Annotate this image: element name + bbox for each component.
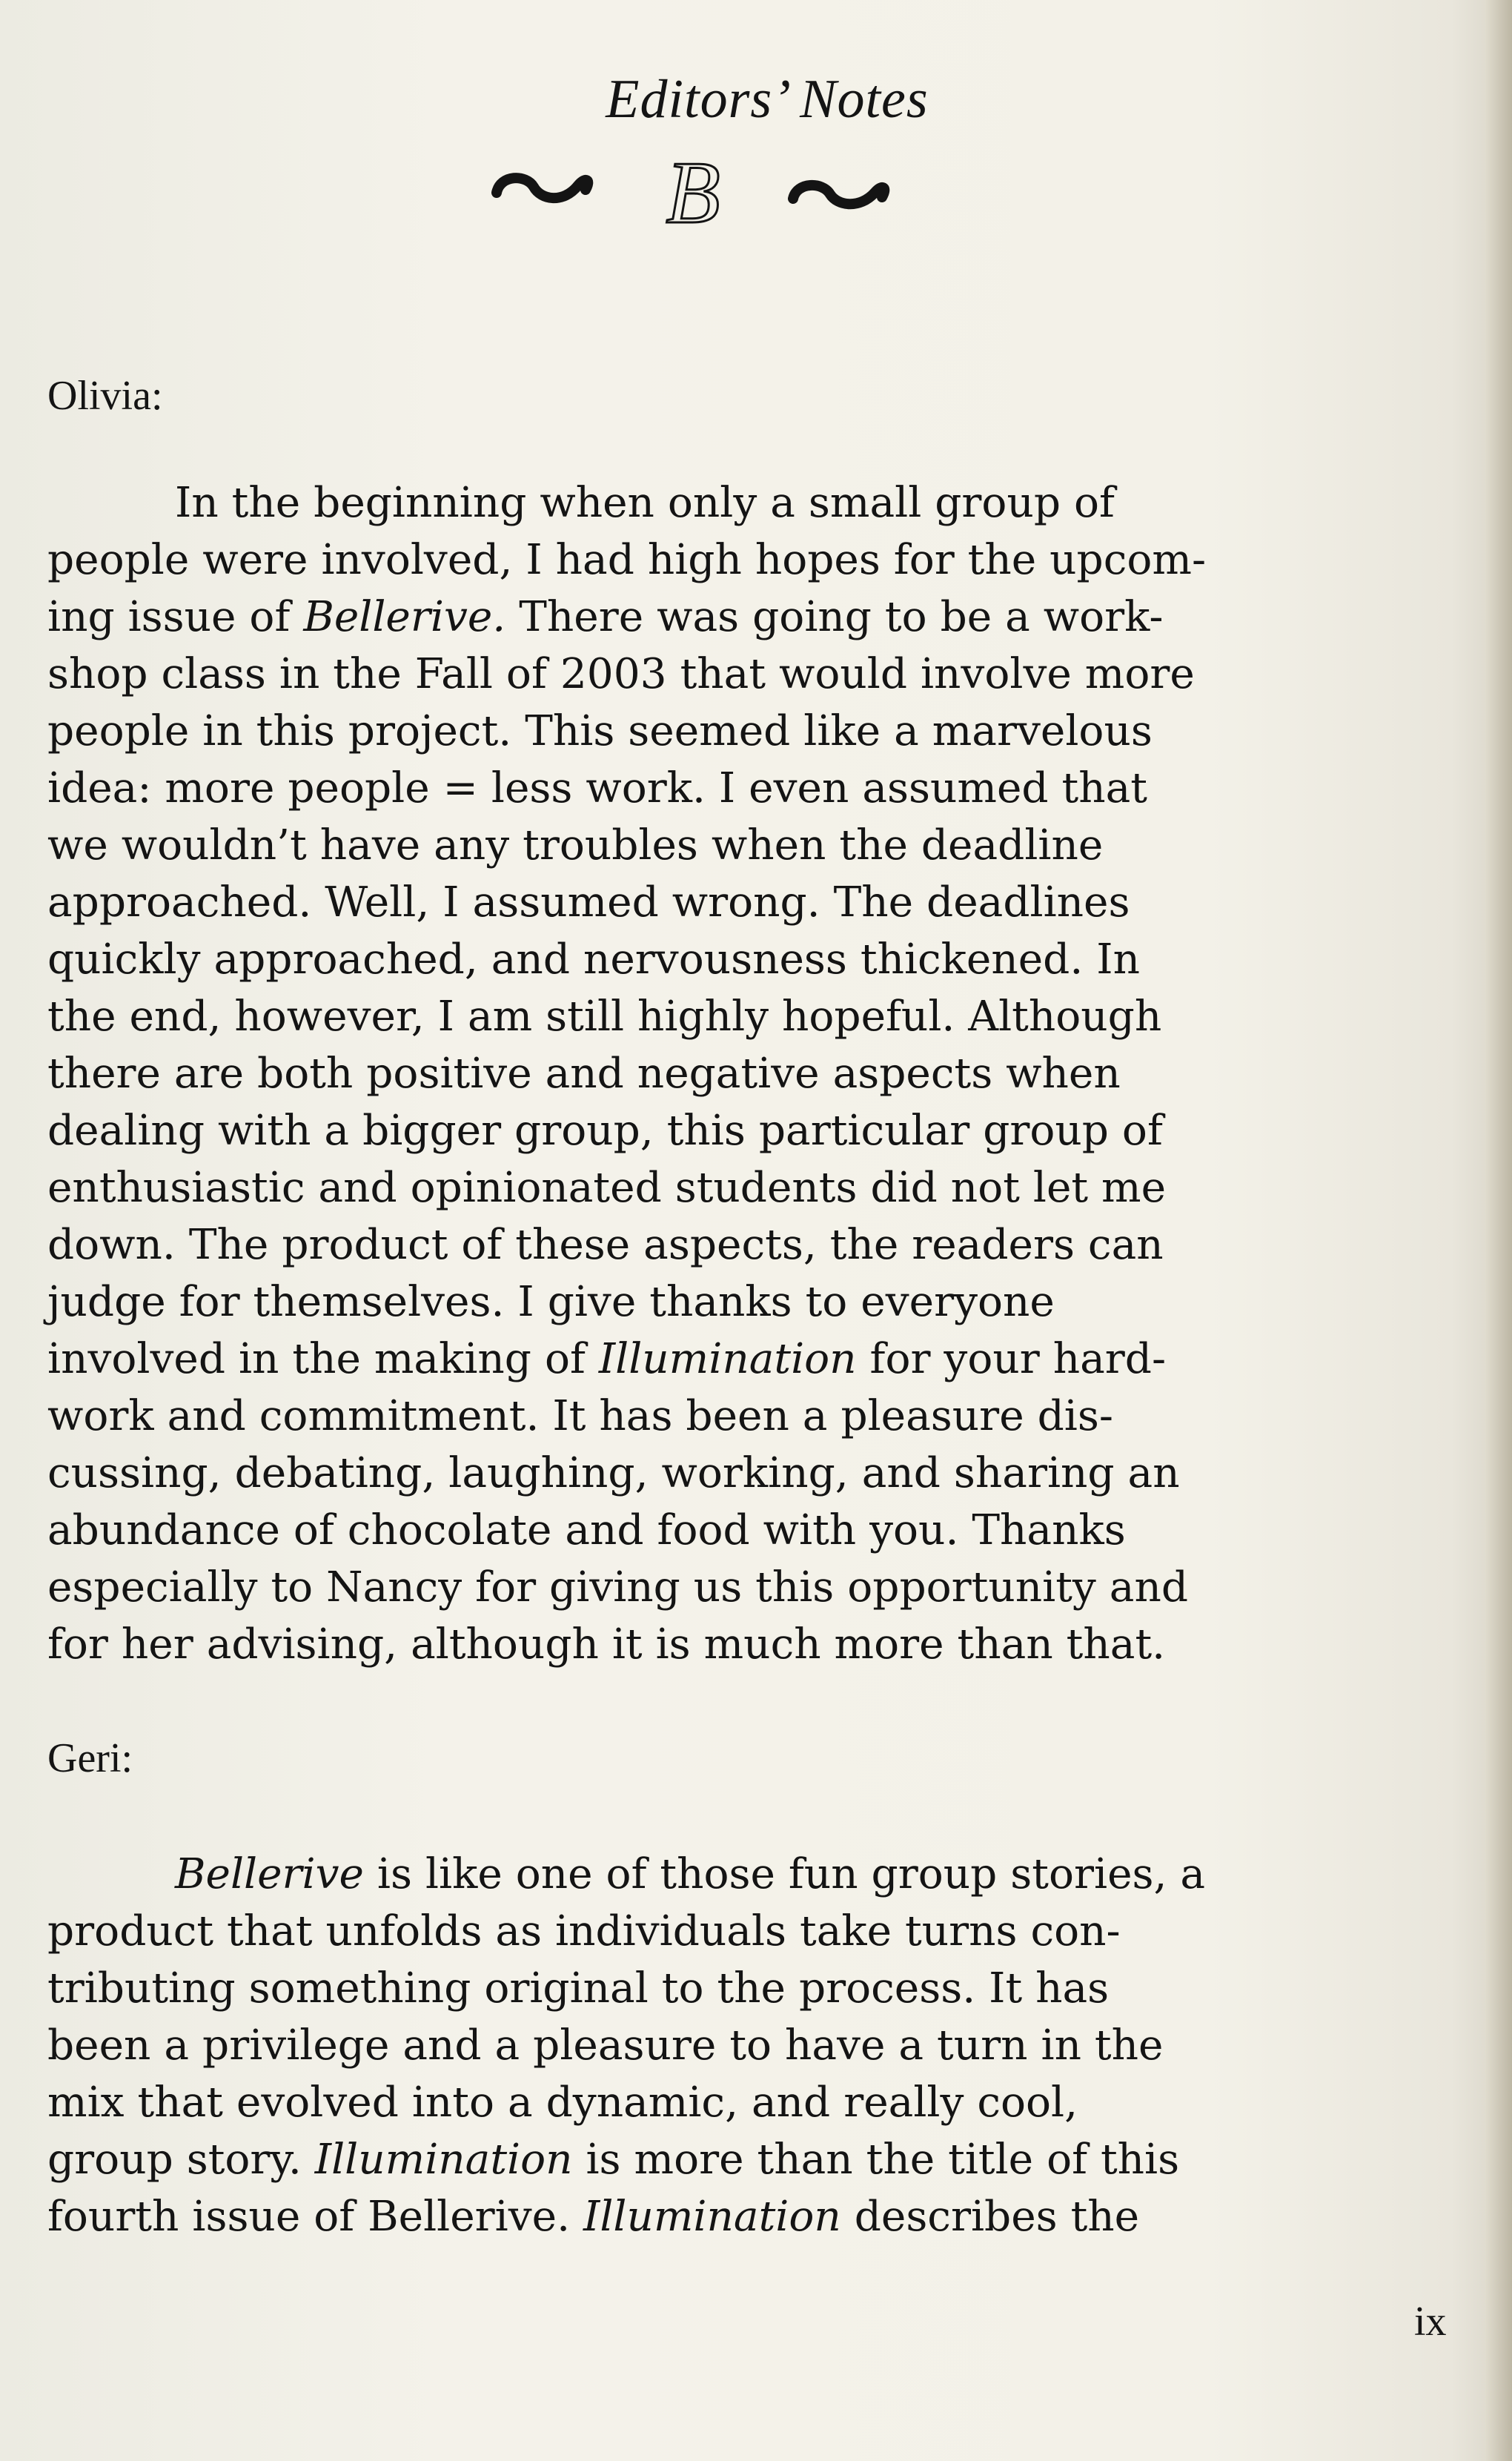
text-segment: describes the [840,2193,1140,2241]
text-line [47,646,1337,703]
italic-text: Illumination [314,2136,573,2184]
text-segment: work and commitment. It has been a pleasure dis- [47,1392,1113,1440]
text-line [47,1159,1337,1216]
speaker-label-geri: Geri: [47,1735,133,1781]
text-segment: mix that evolved into a dynamic, and really cool, [47,2079,1078,2127]
text-segment: is more than the title of this [572,2136,1180,2184]
text-segment: fourth issue of Bellerive. [47,2193,583,2241]
text-line [47,874,1337,931]
text-segment: been a privilege and a pleasure to have a turn in the [47,2021,1164,2070]
ornament-divider [482,141,897,252]
text-segment: quickly approached, and nervousness thickened. In [47,935,1140,984]
text-segment: is like one of those fun group stories, a [363,1850,1206,1898]
text-line [47,760,1337,817]
text-segment: group story. [47,2136,315,2184]
text-line [47,1045,1337,1102]
speaker-label-olivia: Olivia: [47,373,163,419]
text-segment: we wouldn’t have any troubles when the deadline [47,821,1104,870]
editor-note-geri [47,1846,1337,2245]
text-line [47,1960,1337,2017]
text-segment: tributing something original to the process. It has [47,1964,1110,2013]
editor-note-olivia [47,474,1337,1673]
text-segment: there are both positive and negative aspects when [47,1050,1121,1098]
text-line [47,2188,1337,2245]
text-line [47,1388,1337,1445]
text-line [47,1616,1337,1673]
text-segment: people were involved, I had high hopes for the upcom- [47,536,1207,584]
text-line [47,1559,1337,1616]
text-line [47,1102,1337,1159]
text-line [47,1846,1337,1903]
text-segment: shop class in the Fall of 2003 that would involve more [47,650,1195,698]
page-title: Editors’ Notes [606,69,929,130]
text-line [47,703,1337,760]
ornament-letter: B [666,143,720,242]
text-line [47,817,1337,874]
italic-text: Illumination [583,2193,841,2241]
italic-text: Illumination [598,1335,857,1383]
text-segment: involved in the making of [47,1335,599,1383]
text-line [47,2131,1337,2188]
text-segment: cussing, debating, laughing, working, and sharing an [47,1449,1180,1497]
text-segment: the end, however, I am still highly hopeful. Although [47,993,1162,1041]
text-segment: abundance of chocolate and food with you. Thanks [47,1506,1126,1554]
italic-text: Bellerive [175,1850,364,1898]
text-segment: approached. Well, I assumed wrong. The deadlines [47,878,1130,927]
text-line [47,2017,1337,2074]
text-segment: especially to Nancy for giving us this opportunity and [47,1563,1189,1612]
page-number: ix [1414,2299,1447,2345]
text-line [47,931,1337,988]
text-segment: people in this project. This seemed like a marvelous [47,707,1153,755]
left-swash [497,178,588,198]
text-line [47,988,1337,1045]
text-segment: for her advising, although it is much more than that. [47,1620,1166,1669]
text-segment: There was going to be a work- [505,593,1164,641]
text-line [47,2074,1337,2131]
text-line [47,1331,1337,1388]
text-line [47,474,1337,531]
text-segment: down. The product of these aspects, the readers can [47,1221,1164,1269]
text-segment: product that unfolds as individuals take turns con- [47,1907,1121,1955]
text-line [47,1273,1337,1331]
text-line [47,531,1337,589]
text-line [47,1903,1337,1960]
text-line [47,1445,1337,1502]
italic-text: Bellerive. [303,593,506,641]
page-edge [1485,0,1512,2461]
text-line [47,1216,1337,1273]
text-segment: enthusiastic and opinionated students did not let me [47,1164,1167,1212]
text-segment: dealing with a bigger group, this particular group of [47,1107,1163,1155]
text-segment: ing issue of [47,593,304,641]
text-line [47,589,1337,646]
text-segment: In the beginning when only a small group of [175,479,1115,527]
text-segment: judge for themselves. I give thanks to everyone [47,1278,1055,1326]
text-segment: for your hard- [856,1335,1167,1383]
text-segment: idea: more people = less work. I even assumed that [47,764,1148,812]
right-swash [793,185,884,204]
text-line [47,1502,1337,1559]
